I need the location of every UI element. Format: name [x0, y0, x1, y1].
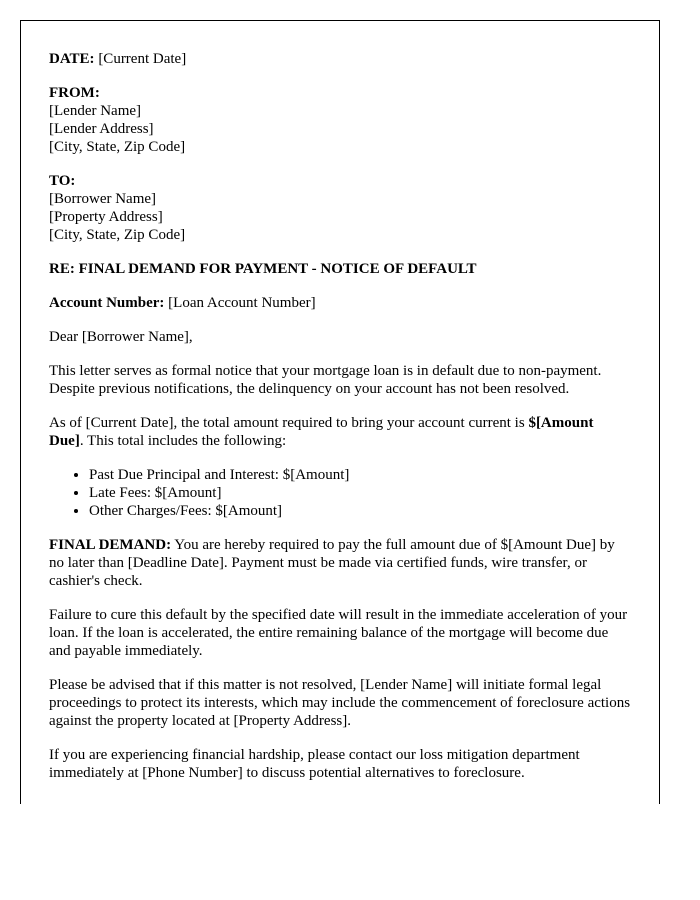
re-line — [49, 260, 631, 278]
to-block — [49, 172, 631, 244]
re-subject: RE: FINAL DEMAND FOR PAYMENT - NOTICE OF DEFAULT — [49, 261, 477, 277]
to-city-state-zip: [City, State, Zip Code] — [49, 227, 186, 243]
list-item: • Late Fees: $[Amount] — [89, 484, 631, 502]
salutation: Dear [Borrower Name], — [49, 329, 193, 345]
account-label: Account Number: — [49, 295, 165, 311]
list-item: • Other Charges/Fees: $[Amount] — [89, 502, 631, 520]
from-city-state-zip: [City, State, Zip Code] — [49, 139, 186, 155]
paragraph-final-demand — [49, 536, 631, 590]
paragraph-acceleration: Failure to cure this default by the specified date will result in the immediate acceleration of your loan. If the loan is accelerated, the entire remaining balance of the mortgage will become due and payable immediately. — [49, 607, 628, 659]
amount-due-intro: As of [Current Date], the total amount required to bring your account current is — [49, 415, 529, 431]
letter-page — [20, 20, 660, 804]
paragraph-legal-proceedings: Please be advised that if this matter is not resolved, [Lender Name] will initiate formal legal proceedings to protect its interests, which may include the commencement of foreclosure actions against the property located at [Property Address]. — [49, 677, 631, 729]
date-label: DATE: — [49, 51, 95, 67]
charges-list — [49, 466, 631, 520]
to-property-address: [Property Address] — [49, 209, 163, 225]
final-demand-label: FINAL DEMAND: — [49, 537, 172, 553]
paragraph-amount-due — [49, 414, 631, 450]
amount-due-outro: . This total includes the following: — [79, 433, 287, 449]
paragraph-hardship-contact: If you are experiencing financial hardship, please contact our loss mitigation department immediately at [Phone Number] to discuss potential alternatives to foreclosure. — [49, 747, 580, 781]
date-value: [Current Date] — [98, 51, 187, 67]
to-borrower-name: [Borrower Name] — [49, 191, 157, 207]
paragraph-default-notice: This letter serves as formal notice that your mortgage loan is in default due to non-payment. Despite previous notifications, the delinquency on your account has not been resolved. — [49, 363, 602, 397]
final-demand-text: You are hereby required to pay the full amount due of $[Amount Due] by no later than [Deadline Date]. Payment must be made via certified funds, wire transfer, or cashier's check. — [49, 537, 615, 589]
from-lender-address: [Lender Address] — [49, 121, 154, 137]
from-label: FROM: — [49, 85, 100, 101]
from-lender-name: [Lender Name] — [49, 103, 142, 119]
account-value: [Loan Account Number] — [168, 295, 316, 311]
list-item: • Past Due Principal and Interest: $[Amount] — [89, 466, 631, 484]
amount-due-value: $[Amount Due] — [49, 415, 594, 449]
date-line — [49, 50, 631, 68]
from-block — [49, 84, 631, 156]
to-label: TO: — [49, 173, 76, 189]
account-line — [49, 294, 631, 312]
